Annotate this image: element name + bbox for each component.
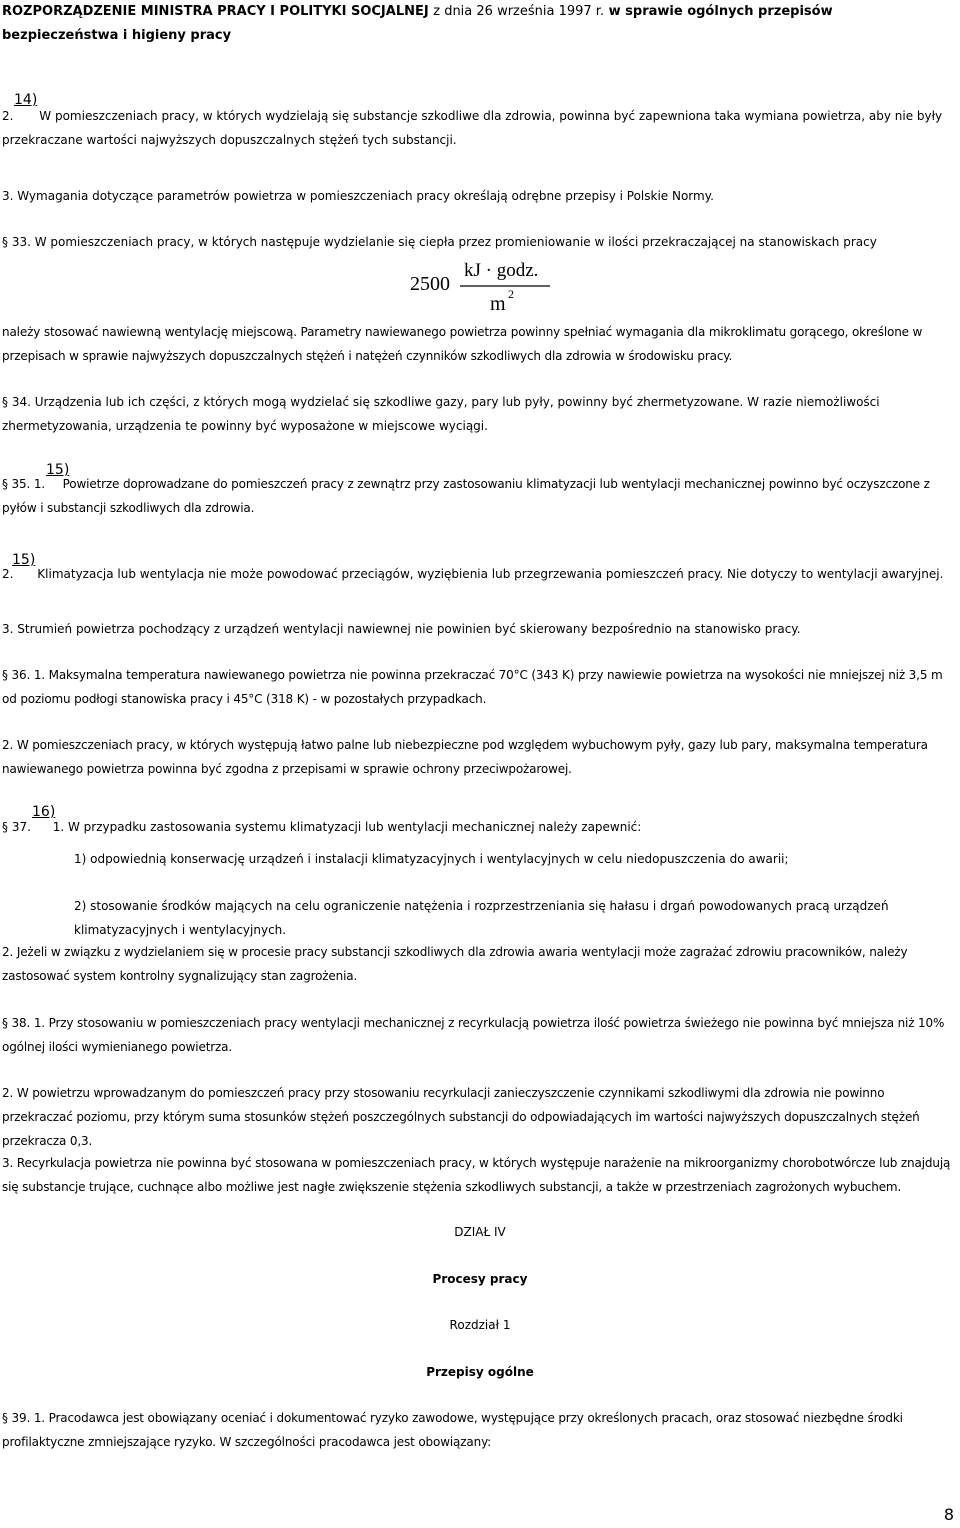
section-37-1-text: 1. W przypadku zastosowania systemu klimatyzacji lub wentylacji mechanicznej należy zapewnić: [52, 820, 642, 834]
section-36-2: 2. W pomieszczeniach pracy, w których występują łatwo palne lub niebezpieczne pod względem wybuchowym pyły, gazy lub pary, maksymalna temperatura nawiewanego powietrza powinna być zgodna z przepisami w sprawie ochrony przeciwpożarowej. [2, 738, 928, 776]
paragraph-2-number: 2. [2, 109, 14, 123]
section-35-1-text: Powietrze doprowadzane do pomieszczeń pracy z zewnątrz przy zastosowaniu klimatyzacji lub wentylacji mechanicznej powinno być oczyszczone z pyłów i substancji szkodliwych dla zdrowia. [2, 477, 930, 515]
section-36-1: § 36. 1. Maksymalna temperatura nawiewanego powietrza nie powinna przekraczać 70°C (343 K) przy nawiewie powietrza na wysokości nie mniejszej niż 3,5 m od poziomu podłogi stanowiska pracy i 45°C (318 K) - w pozostałych przypadkach. [2, 668, 943, 706]
section-35-1 [2, 472, 956, 520]
formula-numerator: kJ · godz. [464, 260, 539, 281]
section-33-body: należy stosować nawiewną wentylację miejscową. Parametry nawiewanego powietrza powinny spełniać wymagania dla mikroklimatu gorącego, określone w przepisach w sprawie najwyższych dopuszczalnych stężeń i natężeń czynników szkodliwych dla zdrowia w środowisku pracy. [2, 325, 923, 363]
heat-flux-formula [408, 258, 552, 312]
division-heading: DZIAŁ IV [454, 1225, 506, 1239]
regulation-title: ROZPORZĄDZENIE MINISTRA PRACY I POLITYKI SOCJALNEJ [2, 4, 429, 19]
section-35-number: § 35. 1. [2, 477, 45, 491]
document-header [2, 0, 952, 48]
section-37-2: 2. Jeżeli w związku z wydzielaniem się w procesie pracy substancji szkodliwych dla zdrowia awaria wentylacji może zagrażać zdrowiu pracowników, należy zastosować system kontrolny sygnalizujący stan zagrożenia. [2, 945, 908, 983]
regulation-subject: w sprawie ogólnych przepisów bezpieczeństwa i higieny pracy [2, 4, 833, 43]
section-37-1 [2, 815, 956, 839]
footnote-ref-15a[interactable]: 15) [46, 462, 70, 478]
section-37-1-point-2: 2) stosowanie środków mających na celu ograniczenie natężenia i rozprzestrzeniania się hałasu i drgań powodowanych pracą urządzeń klimatyzacyjnych i wentylacyjnych. [74, 899, 889, 937]
section-38-3: 3. Recyrkulacja powietrza nie powinna być stosowana w pomieszczeniach pracy, w których występuje narażenie na mikroorganizmy chorobotwórcze lub znajdują się substancje trujące, cuchnące albo możliwe jest nagłe zwiększenie stężenia szkodliwych substancji, a także w przestrzeniach zagrożonych wybuchem. [2, 1156, 951, 1194]
section-39-1: § 39. 1. Pracodawca jest obowiązany oceniać i dokumentować ryzyko zawodowe, występujące przy określonych pracach, oraz stosować niezbędne środki profilaktyczne zmniejszające ryzyko. W szczególności pracodawca jest obowiązany: [2, 1411, 903, 1449]
section-38-2: 2. W powietrzu wprowadzanym do pomieszczeń pracy przy stosowaniu recyrkulacji zanieczyszczenie czynnikami szkodliwymi dla zdrowia nie powinno przekraczać poziomu, przy którym suma stosunków stężeń poszczególnych substancji do odpowiadających im wartości najwyższych dopuszczalnych stężeń przekracza 0,3. [2, 1086, 920, 1148]
section-35-3: 3. Strumień powietrza pochodzący z urządzeń wentylacji nawiewnej nie powinien być skierowany bezpośrednio na stanowisko pracy. [2, 622, 801, 636]
division-title: Procesy pracy [432, 1272, 528, 1286]
footnote-ref-16[interactable]: 16) [32, 804, 56, 820]
page-number: 8 [943, 1505, 954, 1524]
formula-denominator: m [490, 293, 506, 312]
chapter-title: Przepisy ogólne [426, 1365, 534, 1379]
section-35-2-number: 2. [2, 567, 14, 581]
paragraph-2 [2, 104, 956, 152]
section-37-1-point-1: 1) odpowiednią konserwację urządzeń i instalacji klimatyzacyjnych i wentylacyjnych w celu niedopuszczenia do awarii; [74, 852, 789, 866]
footnote-ref-15b[interactable]: 15) [12, 552, 36, 568]
section-35-2-text: Klimatyzacja lub wentylacja nie może powodować przeciągów, wyziębienia lub przegrzewania pomieszczeń pracy. Nie dotyczy to wentylacji awaryjnej. [37, 567, 944, 581]
footnote-ref-14[interactable]: 14) [14, 92, 38, 108]
section-33-intro: § 33. W pomieszczeniach pracy, w których następuje wydzielanie się ciepła przez promieniowanie w ilości przekraczającej na stanowiskach pracy [2, 235, 877, 249]
regulation-date: z dnia 26 września 1997 r. [433, 4, 605, 19]
paragraph-2-text: W pomieszczeniach pracy, w których wydzielają się substancje szkodliwe dla zdrowia, powinna być zapewniona taka wymiana powietrza, aby nie były przekraczane wartości najwyższych dopuszczalnych stężeń tych substancji. [2, 109, 943, 147]
section-34: § 34. Urządzenia lub ich części, z których mogą wydzielać się szkodliwe gazy, pary lub pyły, powinny być zhermetyzowane. W razie niemożliwości zhermetyzowania, urządzenia te powinny być wyposażone w miejscowe wyciągi. [2, 395, 880, 433]
section-35-2 [2, 562, 956, 586]
formula-value: 2500 [410, 273, 450, 295]
section-38-1: § 38. 1. Przy stosowaniu w pomieszczeniach pracy wentylacji mechanicznej z recyrkulacją powietrza ilość powietrza świeżego nie powinna być mniejsza niż 10% ogólnej ilości wymienianego powietrza. [2, 1016, 945, 1054]
chapter-heading: Rozdział 1 [449, 1318, 511, 1332]
section-37-number: § 37. [2, 820, 31, 834]
formula-exponent: 2 [508, 287, 514, 301]
paragraph-3: 3. Wymagania dotyczące parametrów powietrza w pomieszczeniach pracy określają odrębne przepisy i Polskie Normy. [2, 189, 714, 203]
